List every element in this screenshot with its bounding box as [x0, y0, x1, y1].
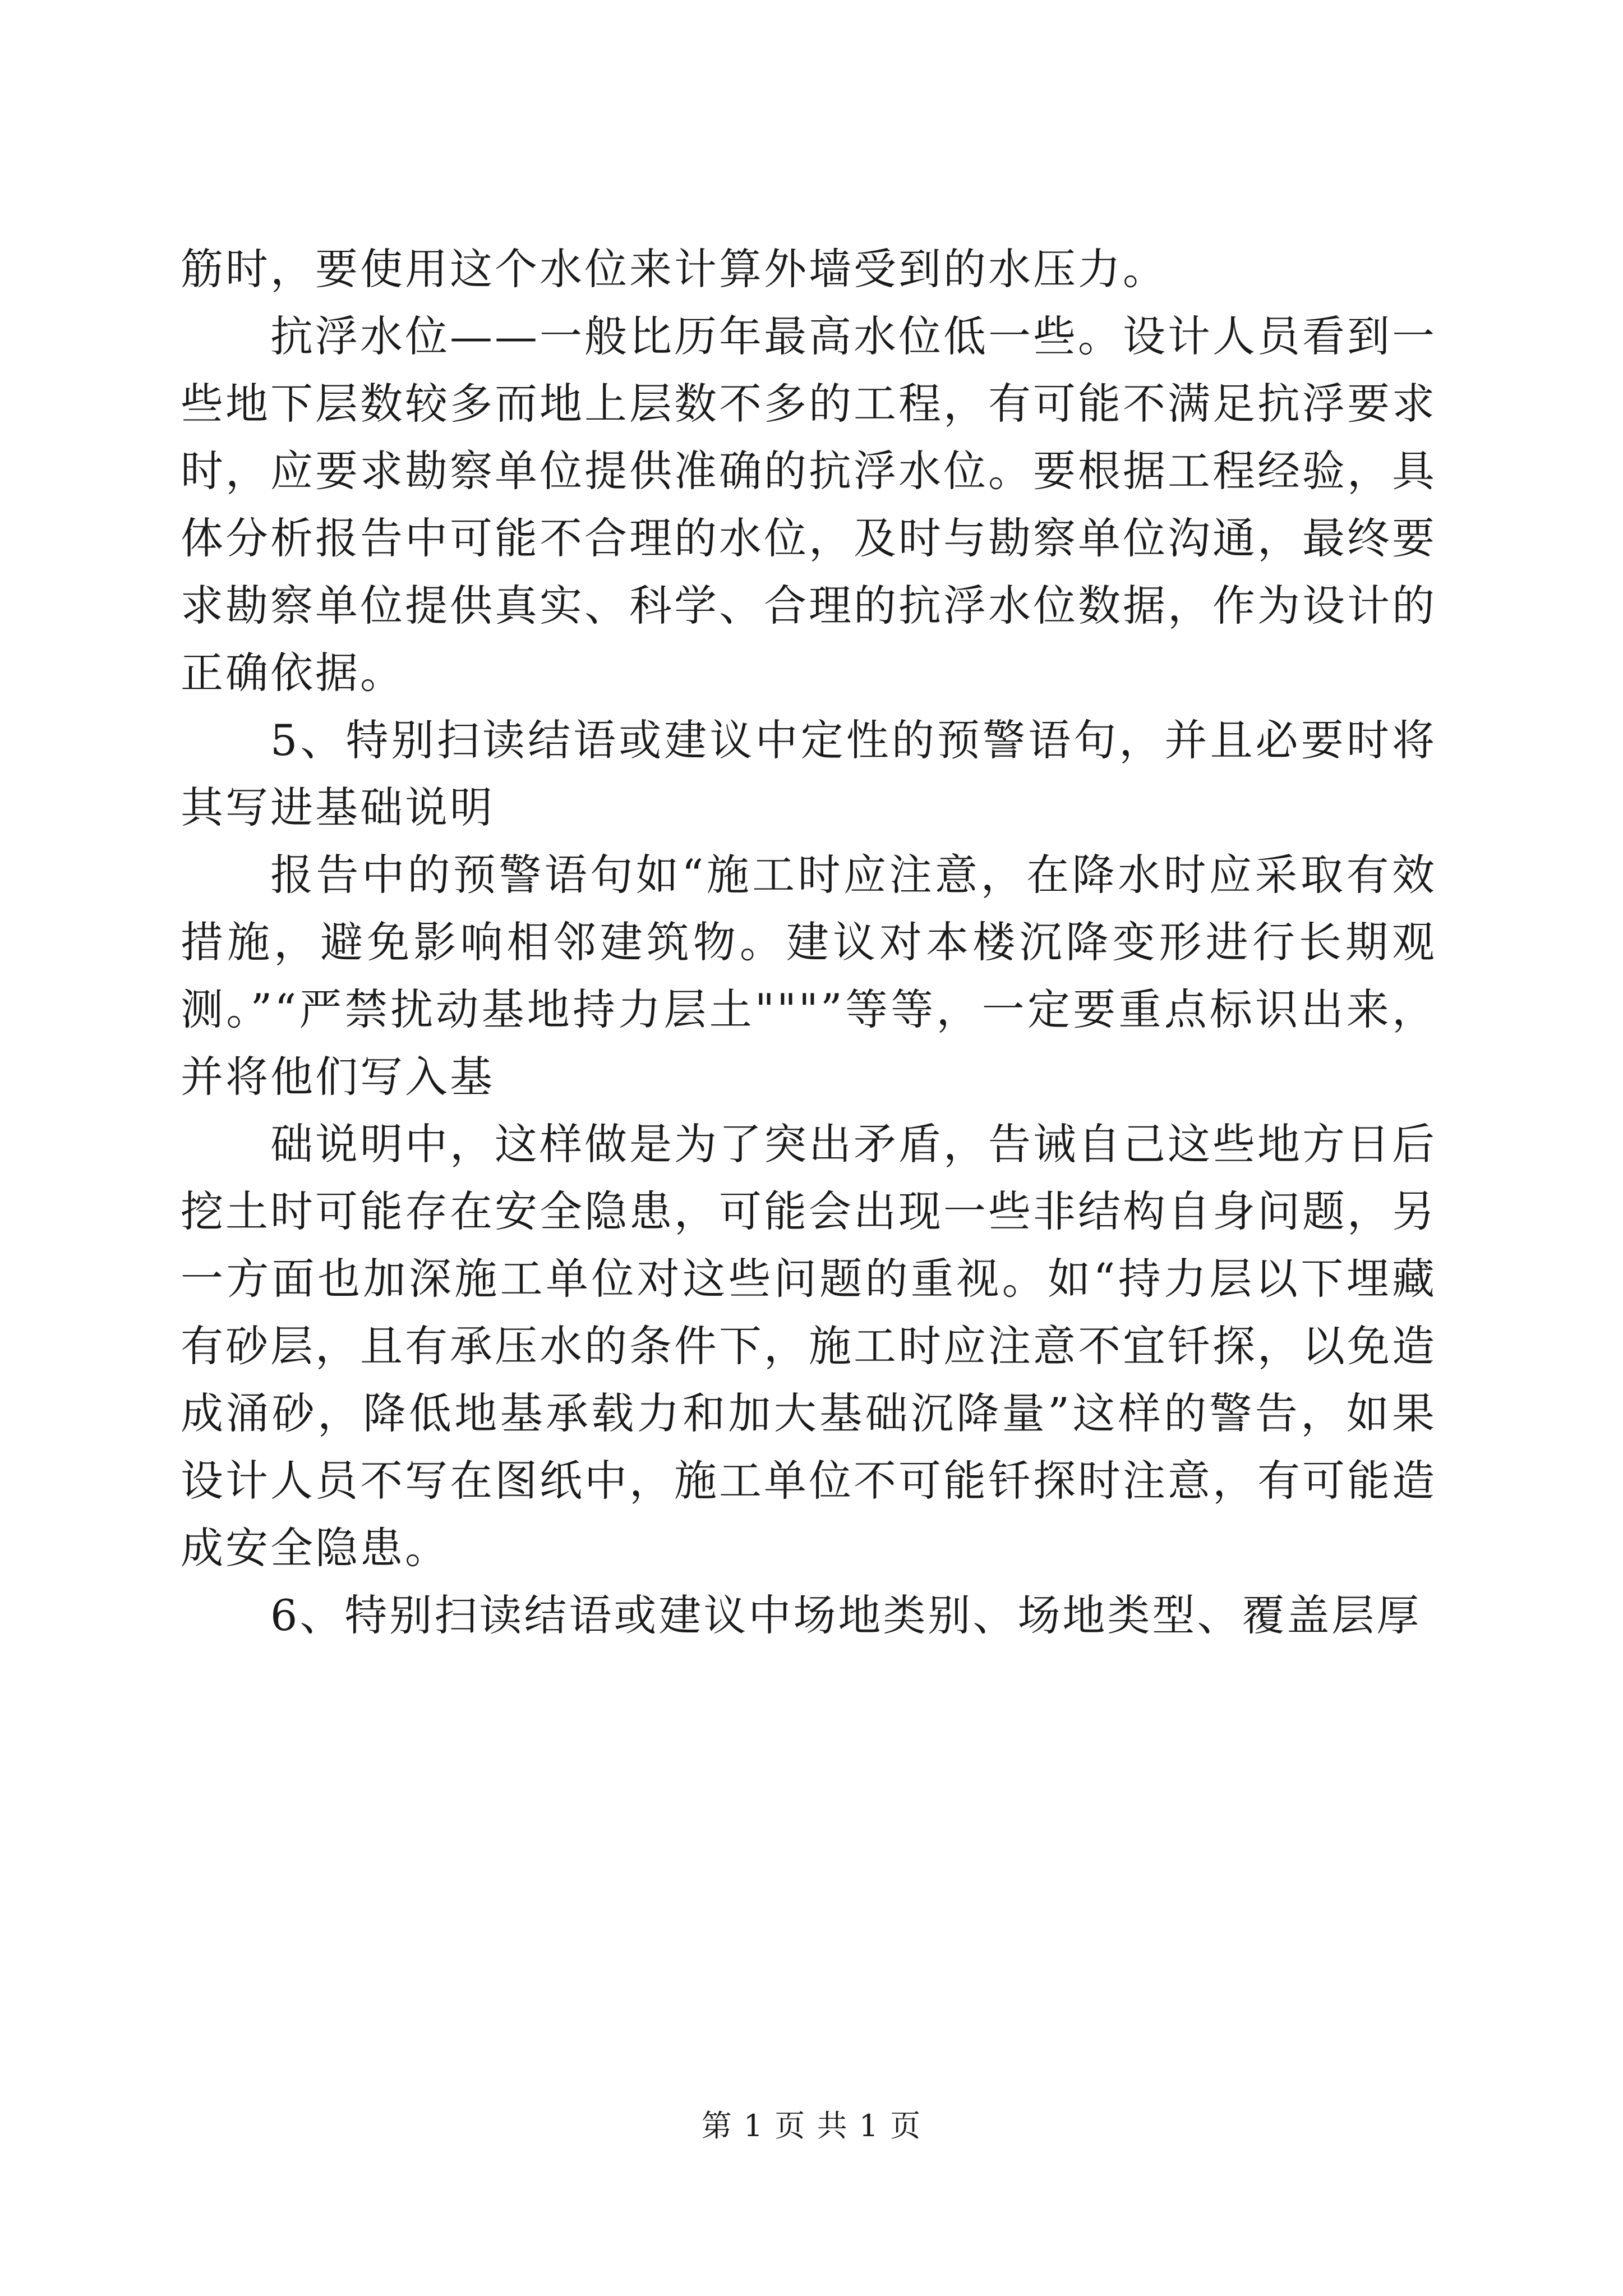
section-heading-5: 5、特别扫读结语或建议中定性的预警语句，并且必要时将其写进基础说明 — [181, 715, 1437, 832]
paragraph-anti-float-water-level: 抗浮水位——一般比历年最高水位低一些。设计人员看到一些地下层数较多而地上层数不多的工程，有可能不满足抗浮要求时，应要求勘察单位提供准确的抗浮水位。要根据工程经验，具体分析报告中可能不合理的水位，及时与勘察单位沟通，最终要求勘察单位提供真实、科学、合理的抗浮水位数据，作为设计的正确依据。 — [181, 311, 1437, 698]
paragraph-warning-statements: 报告中的预警语句如“施工时应注意，在降水时应采取有效措施，避免影响相邻建筑物。建议对本楼沉降变形进行长期观测。”“严禁扰动基地持力层土"""”等等，一定要重点标识出来，并将他们写入基 — [181, 850, 1437, 1102]
document-body — [181, 236, 1437, 1649]
page-footer: 第 1 页 共 1 页 — [701, 2108, 922, 2143]
paragraph-continuation: 筋时，要使用这个水位来计算外墙受到的水压力。 — [181, 244, 1168, 294]
section-heading-6: 6、特别扫读结语或建议中场地类别、场地类型、覆盖层厚 — [270, 1590, 1422, 1640]
paragraph-foundation-notes: 础说明中，这样做是为了突出矛盾，告诫自己这些地方日后挖土时可能存在安全隐患，可能会出现一些非结构自身问题，另一方面也加深施工单位对这些问题的重视。如“持力层以下埋藏有砂层，且有承压水的条件下，施工时应注意不宜钎探，以免造成涌砂，降低地基承载力和加大基础沉降量”这样的警告，如果设计人员不写在图纸中，施工单位不可能钎探时注意，有可能造成安全隐患。 — [181, 1119, 1437, 1573]
